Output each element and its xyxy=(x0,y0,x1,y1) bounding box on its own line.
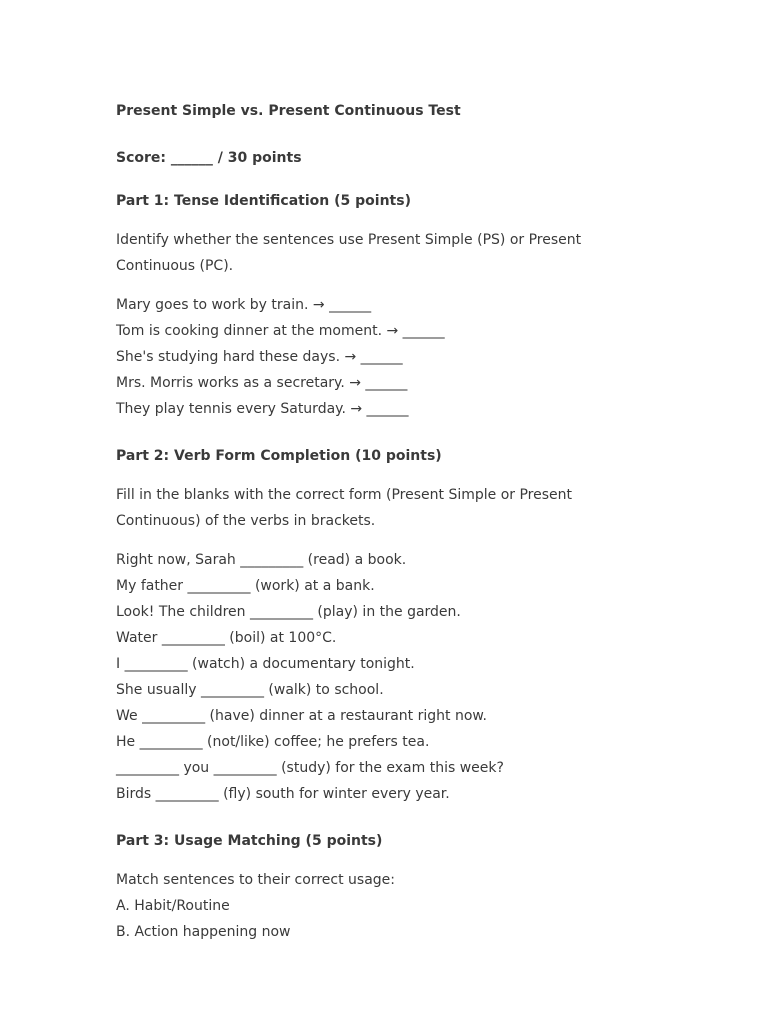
usage-option: B. Action happening now xyxy=(116,924,291,940)
part-3-options xyxy=(116,893,616,945)
part-1-item: Mary goes to work by train. → ______ xyxy=(116,297,372,313)
document-title: Present Simple vs. Present Continuous Test xyxy=(116,103,461,119)
part-1-list xyxy=(116,292,616,422)
part-3-instructions: Match sentences to their correct usage: xyxy=(116,872,395,888)
part-2-section xyxy=(116,447,616,807)
part-2-item: He _________ (not/like) coffee; he prefers tea. xyxy=(116,734,430,750)
part-2-item: I _________ (watch) a documentary tonight. xyxy=(116,656,415,672)
part-1-heading: Part 1: Tense Identification (5 points) xyxy=(116,193,411,209)
part-1-instructions: Identify whether the sentences use Present Simple (PS) or Present Continuous (PC). xyxy=(116,232,582,274)
part-1-section xyxy=(116,192,616,422)
part-2-item: My father _________ (work) at a bank. xyxy=(116,578,375,594)
part-1-item: They play tennis every Saturday. → ______ xyxy=(116,401,409,417)
part-2-instructions: Fill in the blanks with the correct form (Present Simple or Present Continuous) of the verbs in brackets. xyxy=(116,487,573,529)
part-1-item: Tom is cooking dinner at the moment. → ______ xyxy=(116,323,445,339)
part-2-heading: Part 2: Verb Form Completion (10 points) xyxy=(116,448,442,464)
part-2-item: Look! The children _________ (play) in the garden. xyxy=(116,604,461,620)
part-1-item: Mrs. Morris works as a secretary. → ______ xyxy=(116,375,408,391)
part-3-heading: Part 3: Usage Matching (5 points) xyxy=(116,833,383,849)
part-2-item: She usually _________ (walk) to school. xyxy=(116,682,384,698)
part-3-section xyxy=(116,832,616,945)
score-line: Score: ______ / 30 points xyxy=(116,150,302,166)
part-2-item: We _________ (have) dinner at a restaurant right now. xyxy=(116,708,487,724)
part-2-item: Water _________ (boil) at 100°C. xyxy=(116,630,337,646)
part-1-item: She's studying hard these days. → ______ xyxy=(116,349,403,365)
document-content xyxy=(116,102,616,945)
part-2-item: Right now, Sarah _________ (read) a book. xyxy=(116,552,407,568)
part-2-list xyxy=(116,547,616,807)
usage-option: A. Habit/Routine xyxy=(116,898,230,914)
part-2-item: _________ you _________ (study) for the exam this week? xyxy=(116,760,504,776)
part-2-item: Birds _________ (fly) south for winter every year. xyxy=(116,786,450,802)
